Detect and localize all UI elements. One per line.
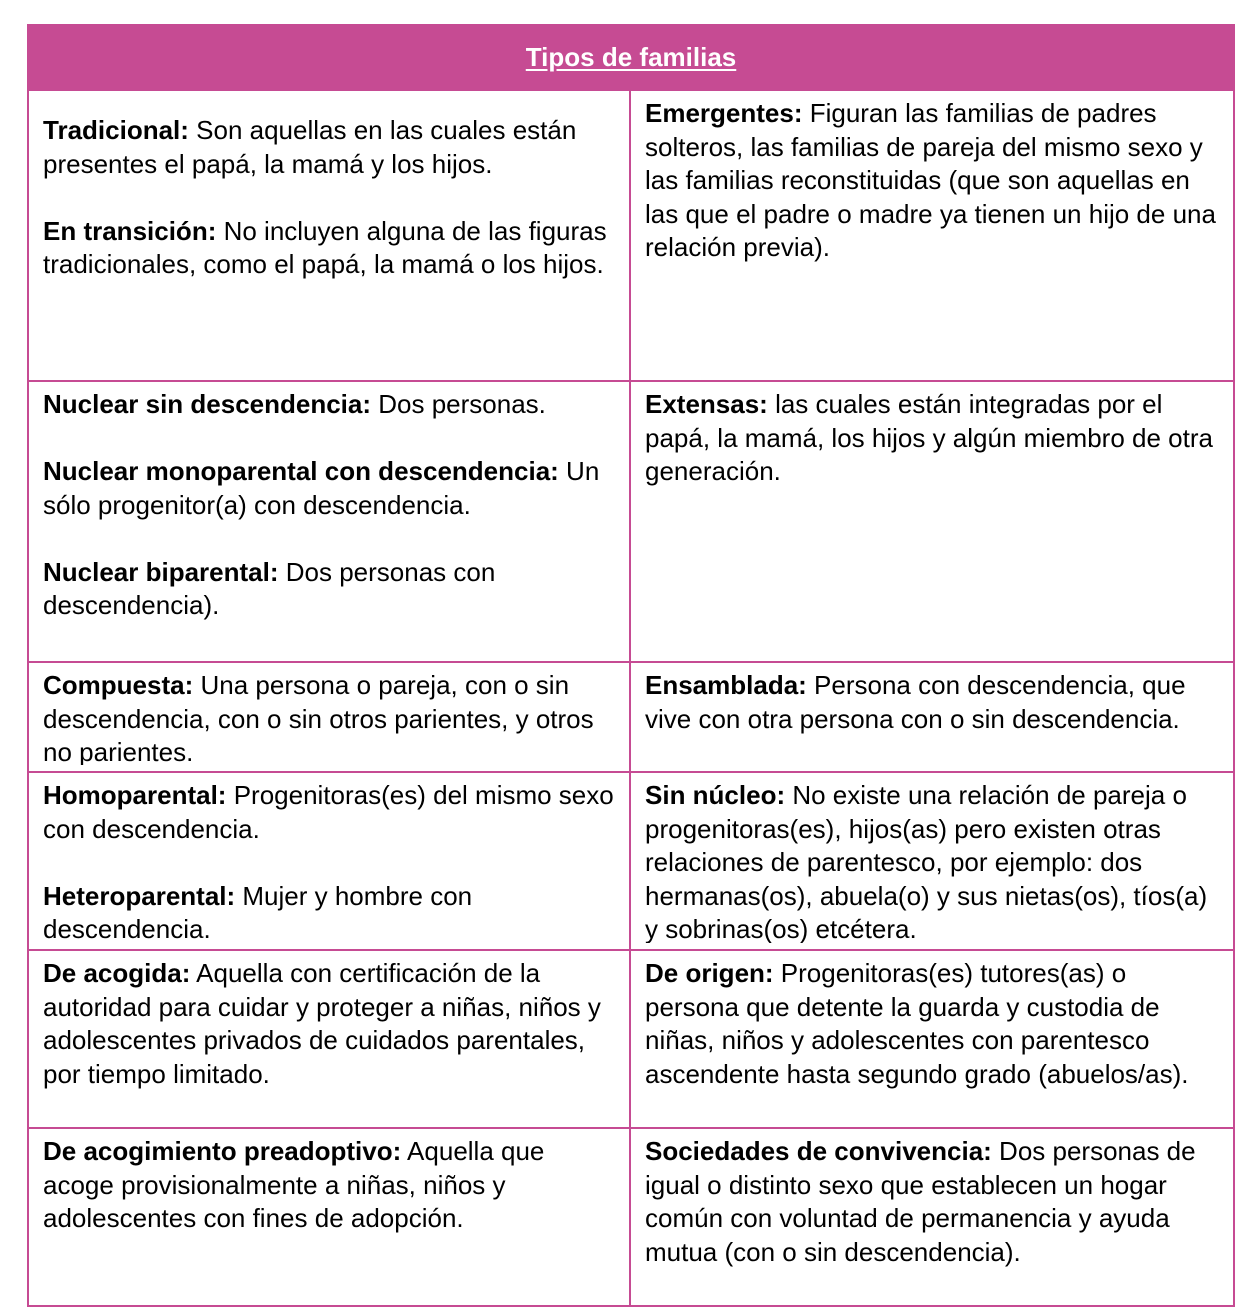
family-type-entry xyxy=(43,556,617,623)
cell-content xyxy=(43,669,617,765)
family-type-description: Son aquellas en las cuales están presentes el papá, la mamá y los hijos. xyxy=(43,115,577,179)
table-cell-left xyxy=(28,1128,630,1306)
family-type-term: Nuclear monoparental con descendencia: xyxy=(43,456,559,486)
family-type-term: Emergentes: xyxy=(645,98,803,128)
family-type-term: Compuesta: xyxy=(43,670,194,700)
family-type-entry xyxy=(645,388,1221,489)
family-type-term: Sin núcleo: xyxy=(645,780,786,810)
cell-content xyxy=(645,669,1221,765)
family-type-entry xyxy=(43,957,617,1091)
cell-content xyxy=(43,779,617,943)
family-type-entry xyxy=(645,97,1221,265)
cell-content xyxy=(645,957,1221,1121)
family-type-description: Un sólo progenitor(a) con descendencia. xyxy=(43,456,600,520)
family-type-term: De acogida: xyxy=(43,958,191,988)
family-type-term: Tradicional: xyxy=(43,115,189,145)
table-row xyxy=(28,1128,1234,1306)
table-row xyxy=(28,772,1234,950)
table-row xyxy=(28,90,1234,381)
family-type-description: Dos personas. xyxy=(371,389,546,419)
family-type-description: Progenitoras(es) del mismo sexo con descendencia. xyxy=(43,780,614,844)
table-row xyxy=(28,662,1234,772)
family-types-table xyxy=(27,24,1235,1307)
header-row xyxy=(28,25,1234,90)
table-cell-right xyxy=(630,772,1234,950)
family-type-entry xyxy=(645,957,1221,1091)
family-type-entry xyxy=(43,880,617,944)
cell-content xyxy=(645,97,1221,363)
table-row xyxy=(28,950,1234,1128)
family-type-entry xyxy=(43,215,617,282)
family-type-entry xyxy=(645,669,1221,736)
family-type-entry xyxy=(43,779,617,846)
cell-content xyxy=(645,388,1221,655)
cell-content xyxy=(645,779,1221,943)
table-cell-right xyxy=(630,662,1234,772)
table-cell-right xyxy=(630,90,1234,381)
cell-content xyxy=(645,1135,1221,1299)
family-type-entry xyxy=(645,1135,1221,1269)
family-type-term: Sociedades de convivencia: xyxy=(645,1136,992,1166)
cell-content xyxy=(43,1135,617,1299)
table-title: Tipos de familias xyxy=(525,41,737,72)
table-cell-left xyxy=(28,950,630,1128)
family-type-description: Mujer y hombre con descendencia. xyxy=(43,880,473,943)
family-type-term: Nuclear biparental: xyxy=(43,556,279,587)
family-type-description: Dos personas con descendencia). xyxy=(43,556,496,620)
family-type-term: Heteroparental: xyxy=(43,880,236,911)
table-row xyxy=(28,381,1234,662)
table-cell-left xyxy=(28,662,630,772)
family-type-entry xyxy=(43,1135,617,1236)
table-cell-right xyxy=(630,1128,1234,1306)
family-type-description: las cuales están integradas por el papá, la mamá, los hijos y algún miembro de otra generación. xyxy=(645,389,1213,486)
family-type-description: No existe una relación de pareja o progenitoras(es), hijos(as) pero existen otras relaciones de parentesco, por ejemplo: dos hermanas(os), abuela(o) y sus nietas(os), tíos(a) y sobrinas(os) etcétera. xyxy=(645,780,1208,943)
family-type-term: Homoparental: xyxy=(43,780,227,810)
table-cell-left xyxy=(28,90,630,381)
table-cell-right xyxy=(630,950,1234,1128)
cell-content xyxy=(43,957,617,1121)
family-type-description: Una persona o pareja, con o sin descendencia, con o sin otros parientes, y otros no parientes. xyxy=(43,670,594,765)
family-type-term: Ensamblada: xyxy=(645,670,807,700)
table-cell-left xyxy=(28,381,630,662)
family-type-term: De acogimiento preadoptivo: xyxy=(43,1136,402,1166)
header-cell xyxy=(28,25,1234,90)
family-type-description: Dos personas de igual o distinto sexo que establecen un hogar común con voluntad de permanencia y ayuda mutua (con o sin descendencia). xyxy=(645,1136,1196,1267)
cell-content xyxy=(43,97,617,380)
family-type-entry xyxy=(43,388,617,422)
family-type-description: Figuran las familias de padres solteros, las familias de pareja del mismo sexo y las familias reconstituidas (que son aquellas en las que el padre o madre ya tienen un hijo de una relación previa). xyxy=(645,98,1216,262)
cell-content xyxy=(43,388,617,655)
table-cell-left xyxy=(28,772,630,950)
family-type-term: De origen: xyxy=(645,958,774,988)
family-type-description: Progenitoras(es) tutores(as) o persona que detente la guarda y custodia de niñas, niños y adolescentes con parentesco ascendente hasta segundo grado (abuelos/as). xyxy=(645,958,1189,1089)
family-type-entry xyxy=(43,114,617,181)
family-type-entry xyxy=(43,669,617,765)
family-type-term: Extensas: xyxy=(645,389,768,419)
family-type-description: Aquella con certificación de la autoridad para cuidar y proteger a niñas, niños y adolescentes privados de cuidados parentales, por tiempo limitado. xyxy=(43,958,601,1089)
family-type-description: Aquella que acoge provisionalmente a niñas, niños y adolescentes con fines de adopción. xyxy=(43,1136,545,1233)
family-type-entry xyxy=(645,779,1221,943)
family-type-description: No incluyen alguna de las figuras tradicionales, como el papá, la mamá o los hijos. xyxy=(43,215,607,279)
family-type-description: Persona con descendencia, que vive con otra persona con o sin descendencia. xyxy=(645,670,1186,734)
family-type-term: En transición: xyxy=(43,215,217,246)
family-type-term: Nuclear sin descendencia: xyxy=(43,389,372,419)
table-cell-right xyxy=(630,381,1234,662)
family-type-entry xyxy=(43,455,617,522)
